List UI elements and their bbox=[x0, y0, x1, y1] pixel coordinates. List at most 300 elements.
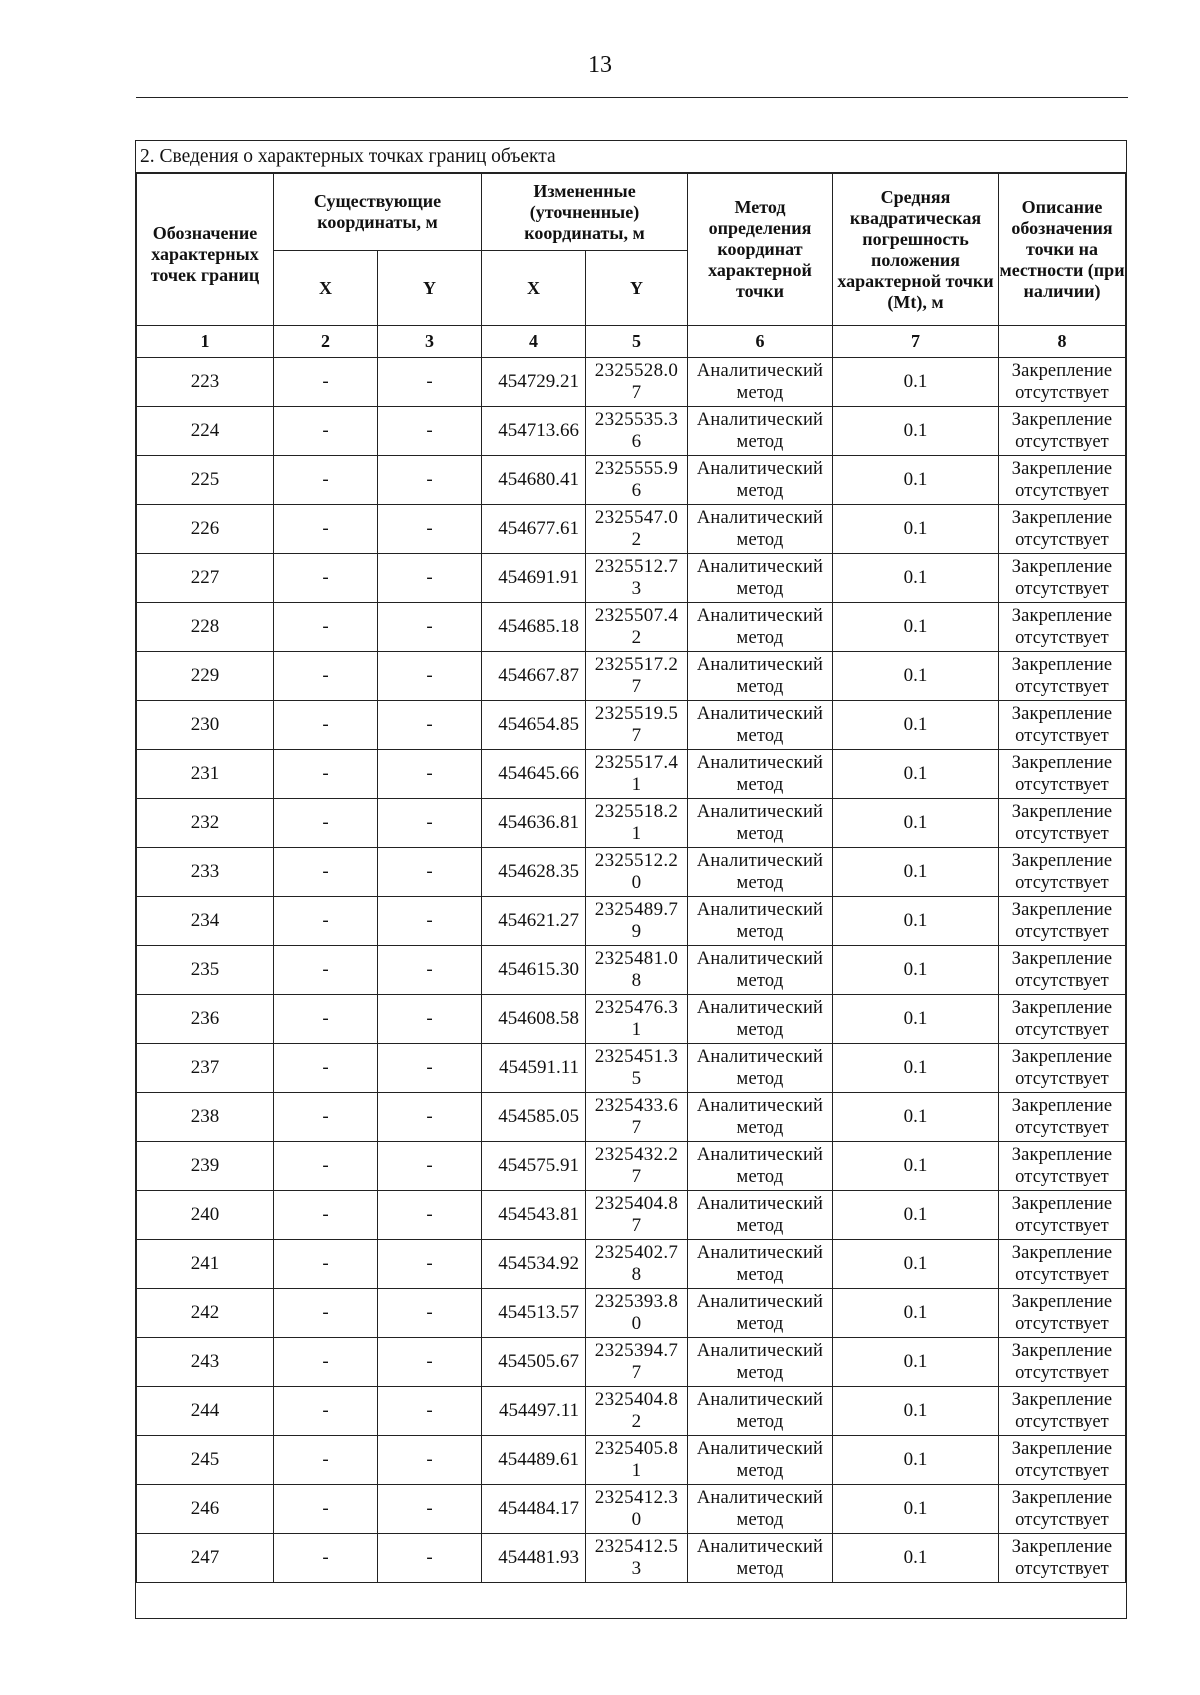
description-cell bbox=[999, 603, 1126, 652]
table-row bbox=[137, 407, 1126, 456]
changed-y-cell-line-1: 2325519.5 bbox=[594, 703, 679, 724]
changed-x-cell: 454534.92 bbox=[482, 1240, 586, 1289]
changed-x-cell: 454575.91 bbox=[482, 1142, 586, 1191]
changed-y-cell-line-1: 2325476.3 bbox=[594, 997, 679, 1018]
existing-y-cell: - bbox=[378, 1534, 482, 1583]
method-cell-line-1: Аналитический bbox=[696, 1145, 824, 1165]
changed-x-cell: 454729.21 bbox=[482, 358, 586, 407]
changed-y-cell-line-1: 2325535.3 bbox=[594, 409, 679, 430]
changed-y-cell bbox=[586, 407, 688, 456]
section-title: 2. Сведения о характерных точках границ объекта bbox=[136, 141, 1126, 173]
table-row bbox=[137, 946, 1126, 995]
description-cell-line-2: отсутствует bbox=[1015, 1118, 1109, 1138]
changed-y-cell-line-1: 2325393.8 bbox=[594, 1291, 679, 1312]
changed-y-cell-line-1: 2325412.5 bbox=[594, 1536, 679, 1557]
method-cell bbox=[688, 995, 833, 1044]
error-cell: 0.1 bbox=[833, 407, 999, 456]
method-cell-line-1: Аналитический bbox=[696, 1439, 824, 1459]
changed-x-cell: 454680.41 bbox=[482, 456, 586, 505]
existing-y-cell: - bbox=[378, 1387, 482, 1436]
method-cell-line-1: Аналитический bbox=[696, 459, 824, 479]
changed-y-cell bbox=[586, 995, 688, 1044]
changed-x-cell: 454489.61 bbox=[482, 1436, 586, 1485]
header-error: Средняя квадратическая погрешность положения характерной точки (Mt), м bbox=[833, 174, 999, 326]
changed-y-cell-line-1: 2325517.2 bbox=[594, 654, 679, 675]
existing-y-cell: - bbox=[378, 1338, 482, 1387]
changed-x-cell: 454685.18 bbox=[482, 603, 586, 652]
error-cell: 0.1 bbox=[833, 897, 999, 946]
point-id-cell: 228 bbox=[137, 603, 274, 652]
description-cell bbox=[999, 1387, 1126, 1436]
point-id-cell: 227 bbox=[137, 554, 274, 603]
point-id-cell: 243 bbox=[137, 1338, 274, 1387]
description-cell-line-2: отсутствует bbox=[1015, 481, 1109, 501]
changed-x-cell: 454513.57 bbox=[482, 1289, 586, 1338]
changed-y-cell bbox=[586, 897, 688, 946]
description-cell-line-1: Закрепление bbox=[1011, 900, 1113, 920]
description-cell-line-1: Закрепление bbox=[1011, 1194, 1113, 1214]
point-id-cell: 237 bbox=[137, 1044, 274, 1093]
method-cell bbox=[688, 456, 833, 505]
error-cell: 0.1 bbox=[833, 505, 999, 554]
changed-y-cell bbox=[586, 1240, 688, 1289]
changed-y-cell-line-1: 2325394.7 bbox=[594, 1340, 679, 1361]
method-cell bbox=[688, 1093, 833, 1142]
changed-y-cell-line-1: 2325432.2 bbox=[594, 1144, 679, 1165]
existing-y-cell: - bbox=[378, 603, 482, 652]
changed-y-cell-line-2: 2 bbox=[631, 529, 642, 550]
changed-y-cell bbox=[586, 1485, 688, 1534]
header-existing-coords: Существующие координаты, м bbox=[274, 174, 482, 251]
changed-y-cell-line-1: 2325481.0 bbox=[594, 948, 679, 969]
changed-y-cell bbox=[586, 358, 688, 407]
changed-y-cell bbox=[586, 1534, 688, 1583]
error-cell: 0.1 bbox=[833, 1093, 999, 1142]
description-cell bbox=[999, 358, 1126, 407]
point-id-cell: 238 bbox=[137, 1093, 274, 1142]
changed-y-cell-line-1: 2325512.2 bbox=[594, 850, 679, 871]
header-method: Метод определения координат характерной точки bbox=[688, 174, 833, 326]
error-cell: 0.1 bbox=[833, 1387, 999, 1436]
changed-y-cell bbox=[586, 1093, 688, 1142]
changed-x-cell: 454543.81 bbox=[482, 1191, 586, 1240]
description-cell-line-1: Закрепление bbox=[1011, 508, 1113, 528]
method-cell-line-1: Аналитический bbox=[696, 1390, 824, 1410]
point-id-cell: 224 bbox=[137, 407, 274, 456]
method-cell bbox=[688, 505, 833, 554]
changed-y-cell-line-1: 2325433.6 bbox=[594, 1095, 679, 1116]
changed-y-cell-line-1: 2325517.4 bbox=[594, 752, 679, 773]
method-cell bbox=[688, 848, 833, 897]
changed-y-cell-line-2: 7 bbox=[631, 725, 642, 746]
existing-x-cell: - bbox=[274, 946, 378, 995]
existing-y-cell: - bbox=[378, 1289, 482, 1338]
changed-y-cell-line-2: 0 bbox=[631, 1313, 642, 1334]
changed-y-cell-line-2: 3 bbox=[631, 578, 642, 599]
method-cell-line-1: Аналитический bbox=[696, 704, 824, 724]
description-cell-line-2: отсутствует bbox=[1015, 1559, 1109, 1579]
method-cell-line-1: Аналитический bbox=[696, 949, 824, 969]
table-row bbox=[137, 701, 1126, 750]
description-cell-line-2: отсутствует bbox=[1015, 726, 1109, 746]
changed-x-cell: 454497.11 bbox=[482, 1387, 586, 1436]
error-cell: 0.1 bbox=[833, 603, 999, 652]
point-id-cell: 242 bbox=[137, 1289, 274, 1338]
existing-y-cell: - bbox=[378, 554, 482, 603]
existing-y-cell: - bbox=[378, 1436, 482, 1485]
table-row bbox=[137, 1338, 1126, 1387]
method-cell bbox=[688, 1289, 833, 1338]
existing-y-cell: - bbox=[378, 358, 482, 407]
method-cell-line-1: Аналитический bbox=[696, 557, 824, 577]
method-cell-line-2: метод bbox=[736, 873, 784, 893]
boundary-points-table bbox=[136, 173, 1126, 1619]
existing-x-cell: - bbox=[274, 995, 378, 1044]
description-cell-line-2: отсутствует bbox=[1015, 1363, 1109, 1383]
changed-y-cell bbox=[586, 750, 688, 799]
method-cell bbox=[688, 407, 833, 456]
existing-y-cell: - bbox=[378, 799, 482, 848]
existing-x-cell: - bbox=[274, 1534, 378, 1583]
method-cell-line-1: Аналитический bbox=[696, 1243, 824, 1263]
existing-x-cell: - bbox=[274, 848, 378, 897]
description-cell bbox=[999, 1534, 1126, 1583]
description-cell-line-2: отсутствует bbox=[1015, 971, 1109, 991]
changed-y-cell-line-1: 2325518.2 bbox=[594, 801, 679, 822]
existing-x-cell: - bbox=[274, 1436, 378, 1485]
error-cell: 0.1 bbox=[833, 1485, 999, 1534]
description-cell-line-1: Закрепление bbox=[1011, 1047, 1113, 1067]
method-cell-line-1: Аналитический bbox=[696, 900, 824, 920]
changed-y-cell-line-2: 0 bbox=[631, 1509, 642, 1530]
changed-y-cell-line-2: 5 bbox=[631, 1068, 642, 1089]
changed-y-cell bbox=[586, 799, 688, 848]
error-cell: 0.1 bbox=[833, 1044, 999, 1093]
description-cell-line-2: отсутствует bbox=[1015, 1020, 1109, 1040]
existing-y-cell: - bbox=[378, 848, 482, 897]
changed-y-cell-line-1: 2325451.3 bbox=[594, 1046, 679, 1067]
method-cell-line-1: Аналитический bbox=[696, 802, 824, 822]
method-cell bbox=[688, 946, 833, 995]
method-cell bbox=[688, 750, 833, 799]
description-cell bbox=[999, 1436, 1126, 1485]
description-cell-line-2: отсутствует bbox=[1015, 432, 1109, 452]
column-number: 7 bbox=[833, 326, 999, 358]
description-cell bbox=[999, 1289, 1126, 1338]
point-id-cell: 240 bbox=[137, 1191, 274, 1240]
description-cell-line-2: отсутствует bbox=[1015, 1167, 1109, 1187]
method-cell-line-1: Аналитический bbox=[696, 851, 824, 871]
existing-y-cell: - bbox=[378, 505, 482, 554]
description-cell-line-1: Закрепление bbox=[1011, 998, 1113, 1018]
error-cell: 0.1 bbox=[833, 848, 999, 897]
changed-y-cell bbox=[586, 1191, 688, 1240]
existing-x-cell: - bbox=[274, 407, 378, 456]
description-cell bbox=[999, 995, 1126, 1044]
description-cell-line-1: Закрепление bbox=[1011, 851, 1113, 871]
method-cell bbox=[688, 1142, 833, 1191]
changed-x-cell: 454615.30 bbox=[482, 946, 586, 995]
changed-y-cell-line-2: 7 bbox=[631, 1117, 642, 1138]
existing-y-cell: - bbox=[378, 897, 482, 946]
error-cell: 0.1 bbox=[833, 1191, 999, 1240]
error-cell: 0.1 bbox=[833, 995, 999, 1044]
existing-x-cell: - bbox=[274, 358, 378, 407]
changed-x-cell: 454585.05 bbox=[482, 1093, 586, 1142]
method-cell-line-2: метод bbox=[736, 579, 784, 599]
header-description: Описание обозначения точки на местности (при наличии) bbox=[999, 174, 1126, 326]
description-cell-line-2: отсутствует bbox=[1015, 922, 1109, 942]
description-cell-line-1: Закрепление bbox=[1011, 1096, 1113, 1116]
existing-x-cell: - bbox=[274, 603, 378, 652]
existing-x-cell: - bbox=[274, 1485, 378, 1534]
description-cell-line-2: отсутствует bbox=[1015, 873, 1109, 893]
description-cell-line-1: Закрепление bbox=[1011, 1341, 1113, 1361]
table-row bbox=[137, 1093, 1126, 1142]
changed-x-cell: 454608.58 bbox=[482, 995, 586, 1044]
changed-x-cell: 454677.61 bbox=[482, 505, 586, 554]
method-cell bbox=[688, 1387, 833, 1436]
method-cell-line-2: метод bbox=[736, 677, 784, 697]
changed-y-cell bbox=[586, 848, 688, 897]
changed-y-cell-line-2: 1 bbox=[631, 1460, 642, 1481]
method-cell bbox=[688, 554, 833, 603]
existing-x-cell: - bbox=[274, 1044, 378, 1093]
description-cell bbox=[999, 1044, 1126, 1093]
error-cell: 0.1 bbox=[833, 799, 999, 848]
point-id-cell: 247 bbox=[137, 1534, 274, 1583]
description-cell-line-1: Закрепление bbox=[1011, 557, 1113, 577]
method-cell-line-2: метод bbox=[736, 481, 784, 501]
description-cell-line-1: Закрепление bbox=[1011, 606, 1113, 626]
description-cell bbox=[999, 799, 1126, 848]
method-cell-line-2: метод bbox=[736, 1363, 784, 1383]
method-cell bbox=[688, 897, 833, 946]
table-row bbox=[137, 456, 1126, 505]
column-number: 4 bbox=[482, 326, 586, 358]
table-row bbox=[137, 505, 1126, 554]
changed-y-cell-line-2: 7 bbox=[631, 1166, 642, 1187]
method-cell-line-2: метод bbox=[736, 1314, 784, 1334]
changed-y-cell-line-2: 8 bbox=[631, 970, 642, 991]
column-number: 6 bbox=[688, 326, 833, 358]
existing-x-cell: - bbox=[274, 456, 378, 505]
changed-y-cell-line-1: 2325412.3 bbox=[594, 1487, 679, 1508]
description-cell bbox=[999, 1338, 1126, 1387]
changed-y-cell-line-2: 2 bbox=[631, 627, 642, 648]
description-cell-line-2: отсутствует bbox=[1015, 824, 1109, 844]
column-number: 2 bbox=[274, 326, 378, 358]
description-cell bbox=[999, 848, 1126, 897]
method-cell-line-2: метод bbox=[736, 971, 784, 991]
changed-y-cell-line-2: 7 bbox=[631, 1215, 642, 1236]
existing-y-cell: - bbox=[378, 946, 482, 995]
description-cell bbox=[999, 554, 1126, 603]
description-cell bbox=[999, 1240, 1126, 1289]
description-cell bbox=[999, 1142, 1126, 1191]
method-cell-line-1: Аналитический bbox=[696, 655, 824, 675]
existing-x-cell: - bbox=[274, 1240, 378, 1289]
description-cell-line-1: Закрепление bbox=[1011, 1537, 1113, 1557]
column-number: 5 bbox=[586, 326, 688, 358]
description-cell-line-1: Закрепление bbox=[1011, 361, 1113, 381]
error-cell: 0.1 bbox=[833, 456, 999, 505]
changed-y-cell bbox=[586, 1338, 688, 1387]
changed-y-cell-line-2: 1 bbox=[631, 823, 642, 844]
description-cell bbox=[999, 505, 1126, 554]
error-cell: 0.1 bbox=[833, 652, 999, 701]
changed-y-cell-line-1: 2325547.0 bbox=[594, 507, 679, 528]
changed-y-cell-line-2: 7 bbox=[631, 382, 642, 403]
changed-x-cell: 454505.67 bbox=[482, 1338, 586, 1387]
description-cell-line-1: Закрепление bbox=[1011, 1243, 1113, 1263]
method-cell-line-1: Аналитический bbox=[696, 1096, 824, 1116]
changed-y-cell-line-2: 6 bbox=[631, 480, 642, 501]
description-cell-line-2: отсутствует bbox=[1015, 1412, 1109, 1432]
method-cell-line-2: метод bbox=[736, 1020, 784, 1040]
changed-x-cell: 454654.85 bbox=[482, 701, 586, 750]
error-cell: 0.1 bbox=[833, 1534, 999, 1583]
existing-y-cell: - bbox=[378, 995, 482, 1044]
method-cell-line-1: Аналитический bbox=[696, 508, 824, 528]
column-number: 8 bbox=[999, 326, 1126, 358]
existing-x-cell: - bbox=[274, 554, 378, 603]
method-cell-line-2: метод bbox=[736, 432, 784, 452]
method-cell-line-2: метод bbox=[736, 1216, 784, 1236]
changed-y-cell bbox=[586, 554, 688, 603]
existing-y-cell: - bbox=[378, 750, 482, 799]
description-cell bbox=[999, 946, 1126, 995]
method-cell-line-1: Аналитический bbox=[696, 606, 824, 626]
changed-x-cell: 454636.81 bbox=[482, 799, 586, 848]
column-number: 3 bbox=[378, 326, 482, 358]
method-cell bbox=[688, 1240, 833, 1289]
section-frame bbox=[135, 140, 1127, 1619]
changed-x-cell: 454621.27 bbox=[482, 897, 586, 946]
table-row bbox=[137, 848, 1126, 897]
description-cell bbox=[999, 652, 1126, 701]
point-id-cell: 230 bbox=[137, 701, 274, 750]
changed-x-cell: 454691.91 bbox=[482, 554, 586, 603]
description-cell-line-1: Закрепление bbox=[1011, 1292, 1113, 1312]
existing-x-cell: - bbox=[274, 1142, 378, 1191]
existing-y-cell: - bbox=[378, 456, 482, 505]
changed-x-cell: 454481.93 bbox=[482, 1534, 586, 1583]
description-cell bbox=[999, 897, 1126, 946]
description-cell-line-1: Закрепление bbox=[1011, 802, 1113, 822]
existing-x-cell: - bbox=[274, 1338, 378, 1387]
point-id-cell: 246 bbox=[137, 1485, 274, 1534]
description-cell bbox=[999, 750, 1126, 799]
method-cell-line-2: метод bbox=[736, 628, 784, 648]
changed-y-cell-line-1: 2325402.7 bbox=[594, 1242, 679, 1263]
changed-y-cell bbox=[586, 1436, 688, 1485]
point-id-cell: 226 bbox=[137, 505, 274, 554]
description-cell-line-2: отсутствует bbox=[1015, 677, 1109, 697]
method-cell-line-1: Аналитический bbox=[696, 361, 824, 381]
header-rule bbox=[136, 97, 1128, 98]
description-cell-line-1: Закрепление bbox=[1011, 704, 1113, 724]
description-cell-line-1: Закрепление bbox=[1011, 1390, 1113, 1410]
table-row bbox=[137, 1387, 1126, 1436]
method-cell bbox=[688, 652, 833, 701]
point-id-cell: 232 bbox=[137, 799, 274, 848]
description-cell-line-2: отсутствует bbox=[1015, 775, 1109, 795]
method-cell-line-2: метод bbox=[736, 824, 784, 844]
description-cell-line-1: Закрепление bbox=[1011, 1488, 1113, 1508]
header-existing-y: Y bbox=[378, 251, 482, 326]
changed-y-cell-line-1: 2325489.7 bbox=[594, 899, 679, 920]
point-id-cell: 241 bbox=[137, 1240, 274, 1289]
table-row bbox=[137, 603, 1126, 652]
description-cell-line-2: отсутствует bbox=[1015, 1069, 1109, 1089]
column-number: 1 bbox=[137, 326, 274, 358]
description-cell-line-2: отсутствует bbox=[1015, 1510, 1109, 1530]
method-cell-line-2: метод bbox=[736, 1510, 784, 1530]
existing-y-cell: - bbox=[378, 1142, 482, 1191]
header-changed-coords: Измененные (уточненные) координаты, м bbox=[482, 174, 688, 251]
method-cell-line-2: метод bbox=[736, 1265, 784, 1285]
existing-y-cell: - bbox=[378, 1485, 482, 1534]
description-cell-line-2: отсутствует bbox=[1015, 530, 1109, 550]
empty-trailing-row bbox=[137, 1583, 1126, 1620]
existing-y-cell: - bbox=[378, 652, 482, 701]
existing-x-cell: - bbox=[274, 1093, 378, 1142]
error-cell: 0.1 bbox=[833, 750, 999, 799]
header-changed-x: X bbox=[482, 251, 586, 326]
changed-y-cell bbox=[586, 1289, 688, 1338]
method-cell bbox=[688, 1485, 833, 1534]
method-cell-line-1: Аналитический bbox=[696, 1341, 824, 1361]
error-cell: 0.1 bbox=[833, 1436, 999, 1485]
header-changed-y: Y bbox=[586, 251, 688, 326]
existing-x-cell: - bbox=[274, 1289, 378, 1338]
method-cell-line-2: метод bbox=[736, 530, 784, 550]
changed-y-cell bbox=[586, 946, 688, 995]
point-id-cell: 223 bbox=[137, 358, 274, 407]
description-cell-line-1: Закрепление bbox=[1011, 1439, 1113, 1459]
changed-x-cell: 454645.66 bbox=[482, 750, 586, 799]
point-id-cell: 229 bbox=[137, 652, 274, 701]
changed-x-cell: 454628.35 bbox=[482, 848, 586, 897]
method-cell-line-2: метод bbox=[736, 1167, 784, 1187]
description-cell-line-1: Закрепление bbox=[1011, 1145, 1113, 1165]
changed-y-cell-line-1: 2325404.8 bbox=[594, 1389, 679, 1410]
method-cell bbox=[688, 1534, 833, 1583]
changed-y-cell-line-2: 6 bbox=[631, 431, 642, 452]
method-cell bbox=[688, 701, 833, 750]
point-id-cell: 245 bbox=[137, 1436, 274, 1485]
existing-x-cell: - bbox=[274, 1387, 378, 1436]
method-cell-line-1: Аналитический bbox=[696, 410, 824, 430]
error-cell: 0.1 bbox=[833, 1240, 999, 1289]
changed-y-cell-line-2: 0 bbox=[631, 872, 642, 893]
existing-x-cell: - bbox=[274, 897, 378, 946]
existing-x-cell: - bbox=[274, 652, 378, 701]
changed-y-cell bbox=[586, 603, 688, 652]
changed-y-cell bbox=[586, 1044, 688, 1093]
changed-y-cell-line-2: 8 bbox=[631, 1264, 642, 1285]
description-cell bbox=[999, 407, 1126, 456]
method-cell-line-2: метод bbox=[736, 1559, 784, 1579]
existing-y-cell: - bbox=[378, 1044, 482, 1093]
changed-y-cell-line-2: 9 bbox=[631, 921, 642, 942]
method-cell-line-2: метод bbox=[736, 1118, 784, 1138]
description-cell bbox=[999, 1485, 1126, 1534]
changed-x-cell: 454713.66 bbox=[482, 407, 586, 456]
method-cell bbox=[688, 1436, 833, 1485]
table-row bbox=[137, 995, 1126, 1044]
